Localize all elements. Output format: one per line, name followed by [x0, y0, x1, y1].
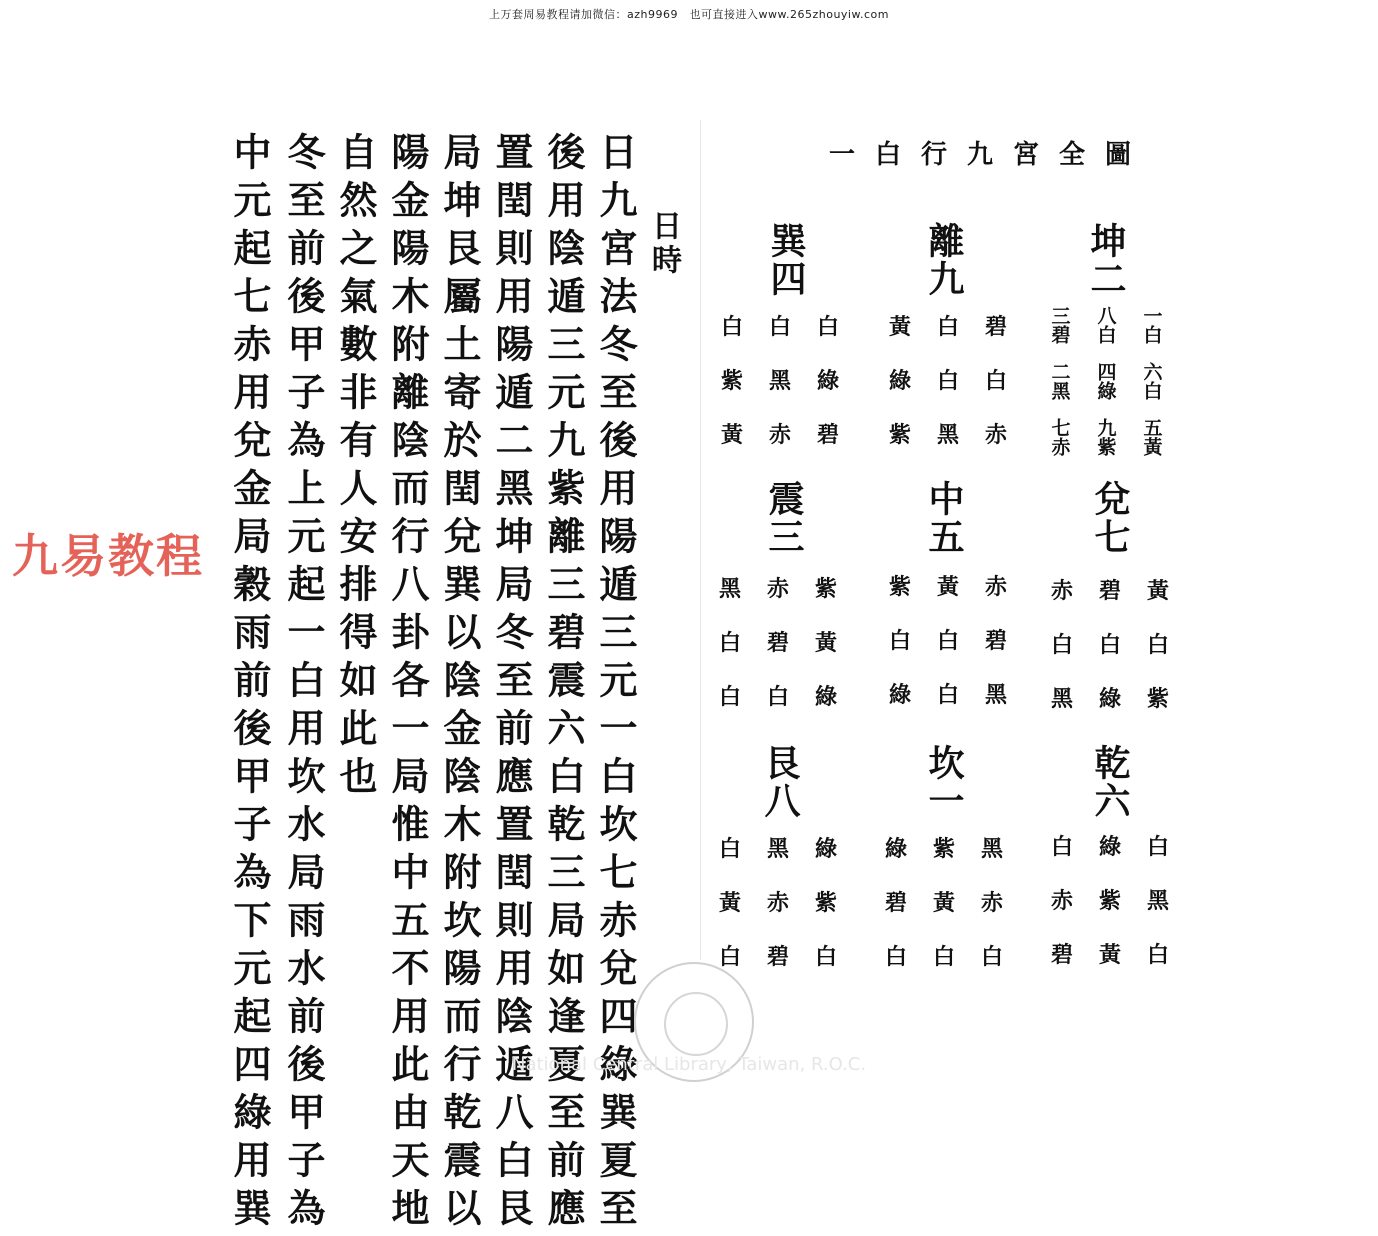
cell: 黑: [1050, 686, 1073, 712]
palace-kan: [872, 744, 1022, 984]
cell: 黃: [932, 890, 955, 916]
palace-name: 坤二: [1085, 222, 1127, 298]
palace-li: [872, 222, 1022, 462]
cell: 黑: [768, 368, 791, 394]
cell: 紫: [720, 368, 743, 394]
text-column-8: 中元起七赤用兌金局穀雨前後甲子為下元起四綠用巽: [227, 132, 272, 1236]
cell: 白: [980, 944, 1003, 970]
cell: 白: [936, 682, 959, 708]
cell: 一白: [1140, 306, 1163, 344]
cell: 綠: [1098, 834, 1121, 860]
cell: 綠: [814, 684, 837, 710]
cell: 碧: [984, 628, 1007, 654]
cell: 黑: [936, 422, 959, 448]
cell: 白: [884, 944, 907, 970]
cell: 白: [936, 628, 959, 654]
cell: 黑: [984, 682, 1007, 708]
palace-name: 乾六: [1089, 744, 1131, 820]
cell: 黃: [1098, 942, 1121, 968]
cell: 白: [984, 368, 1007, 394]
header-banner: 上万套周易教程请加微信：azh9969 也可直接进入www.265zhouyiw.com: [489, 8, 889, 21]
cell: 碧: [816, 422, 839, 448]
cell: 赤: [1050, 578, 1073, 604]
cell: 三碧: [1048, 306, 1071, 344]
cell: 黃: [718, 890, 741, 916]
text-column-5: 陽金陽木附離陰而行八卦各一局惟中五不用此由天地: [385, 132, 430, 1236]
cell: 白: [1050, 632, 1073, 658]
cell: 六白: [1140, 362, 1163, 400]
palace-name: 中五: [923, 480, 965, 556]
cell: 二黑: [1048, 362, 1071, 400]
cell: 白: [936, 368, 959, 394]
palace-name: 巽四: [765, 222, 807, 298]
cell: 紫: [932, 836, 955, 862]
cell: 綠: [888, 368, 911, 394]
cell: 赤: [1050, 888, 1073, 914]
palace-grid: [706, 822, 850, 984]
cell: 白: [766, 684, 789, 710]
cell: 白: [718, 684, 741, 710]
cell: 紫: [888, 574, 911, 600]
cell: 黃: [720, 422, 743, 448]
cell: 碧: [984, 314, 1007, 340]
palace-dui: [1036, 480, 1186, 720]
cell: 綠: [888, 682, 911, 708]
cell: 赤: [984, 422, 1007, 448]
cell: 白: [1146, 834, 1169, 860]
cell: 黑: [718, 576, 741, 602]
cell: 綠: [816, 368, 839, 394]
cell: 黑: [980, 836, 1003, 862]
palace-qian: [1036, 744, 1186, 984]
cell: 白: [1098, 632, 1121, 658]
cell: 九紫: [1094, 418, 1117, 456]
watermark-logo: 九易教程: [12, 529, 204, 583]
text-column-2: 後用陰遁三元九紫離三碧震六白乾三局如逢夏至前應: [541, 132, 586, 1236]
cell: 黃: [936, 574, 959, 600]
cell: 黑: [766, 836, 789, 862]
text-column-3: 置閏則用陽遁二黑坤局冬至前應置閏則用陰遁八白艮: [489, 132, 534, 1236]
cell: 紫: [1146, 686, 1169, 712]
palace-kun: [1036, 222, 1186, 462]
cell: 白: [1146, 632, 1169, 658]
cell: 白: [768, 314, 791, 340]
text-column-4: 局坤艮屬土寄於閏兌巽以陰金陰木附坎陽而行乾震以: [437, 132, 482, 1236]
cell: 黑: [1146, 888, 1169, 914]
cell: 綠: [814, 836, 837, 862]
text-column-1: 日九宮法冬至後用陽遁三元一白坎七赤兌四綠巽夏至: [593, 132, 638, 1236]
palace-xun: [706, 222, 856, 462]
cell: 碧: [766, 630, 789, 656]
cell: 七赤: [1048, 418, 1071, 456]
cell: 白: [1050, 834, 1073, 860]
cell: 八白: [1094, 306, 1117, 344]
cell: 綠: [884, 836, 907, 862]
chart-title: 一白行九宮全圖: [828, 140, 1151, 170]
palace-grid: [1038, 820, 1182, 982]
cell: 紫: [814, 890, 837, 916]
palace-zhong: [872, 480, 1022, 720]
cell: 赤: [768, 422, 791, 448]
cell: 白: [932, 944, 955, 970]
cell: 赤: [766, 890, 789, 916]
palace-name: 兌七: [1089, 480, 1131, 556]
cell: 白: [718, 944, 741, 970]
cell: 赤: [980, 890, 1003, 916]
cell: 紫: [888, 422, 911, 448]
text-column-6: 自然之氣數非有人安排得如此也: [333, 132, 378, 804]
text-column-7: 冬至前後甲子為上元起一白用坎水局雨水前後甲子為: [281, 132, 326, 1236]
palace-name: 坎一: [923, 744, 965, 820]
palace-name: 艮八: [759, 744, 801, 820]
cell: 紫: [1098, 888, 1121, 914]
section-heading: 日時: [646, 210, 681, 278]
page-fold: [700, 120, 701, 960]
palace-name: 震三: [763, 480, 805, 556]
cell: 黃: [888, 314, 911, 340]
cell: 碧: [1098, 578, 1121, 604]
palace-grid: [1036, 306, 1174, 474]
palace-grid: [706, 562, 850, 724]
cell: 碧: [766, 944, 789, 970]
cell: 白: [1146, 942, 1169, 968]
cell: 白: [718, 630, 741, 656]
palace-zhen: [706, 480, 856, 720]
cell: 白: [718, 836, 741, 862]
cell: 白: [888, 628, 911, 654]
cell: 黃: [814, 630, 837, 656]
footer-watermark: National Central Library, Taiwan, R.O.C.: [512, 1054, 867, 1075]
cell: 白: [816, 314, 839, 340]
cell: 四綠: [1094, 362, 1117, 400]
cell: 五黃: [1140, 418, 1163, 456]
palace-grid: [876, 560, 1020, 722]
palace-gen: [706, 744, 856, 984]
palace-grid: [876, 300, 1020, 462]
cell: 赤: [984, 574, 1007, 600]
cell: 白: [814, 944, 837, 970]
palace-grid: [708, 300, 852, 462]
cell: 綠: [1098, 686, 1121, 712]
cell: 黃: [1146, 578, 1169, 604]
cell: 碧: [884, 890, 907, 916]
cell: 紫: [814, 576, 837, 602]
cell: 白: [720, 314, 743, 340]
cell: 白: [936, 314, 959, 340]
cell: 赤: [766, 576, 789, 602]
cell: 碧: [1050, 942, 1073, 968]
palace-grid: [872, 822, 1016, 984]
palace-name: 離九: [923, 222, 965, 298]
palace-grid: [1038, 564, 1182, 726]
